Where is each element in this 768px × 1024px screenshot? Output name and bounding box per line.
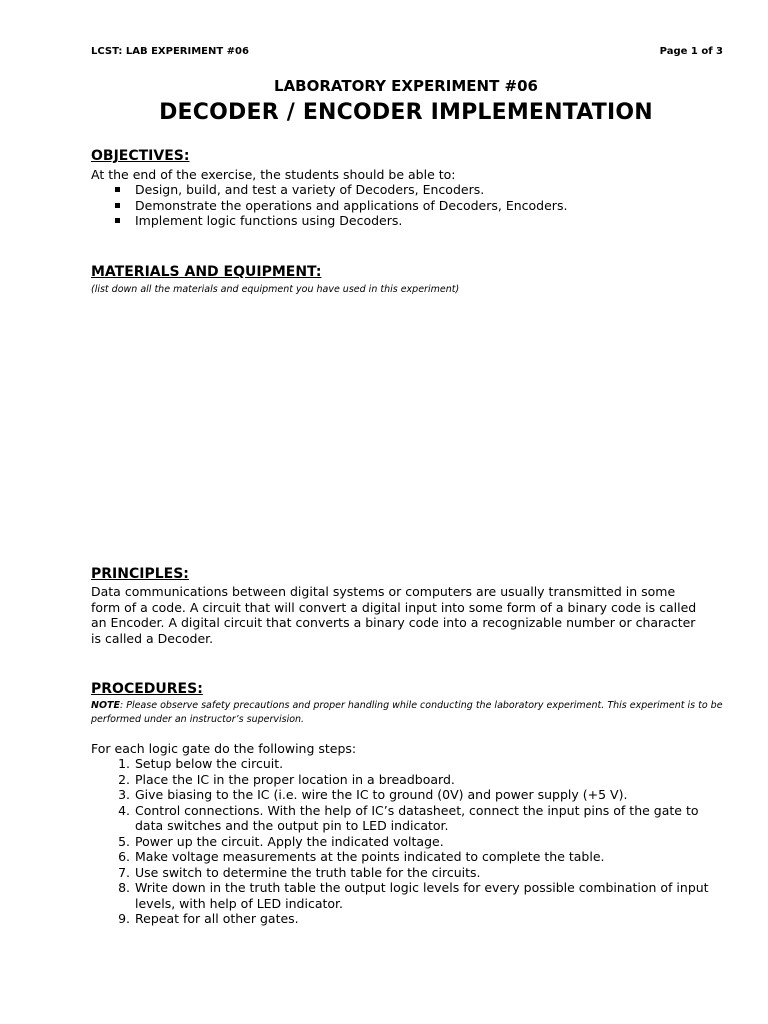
- objective-text: Implement logic functions using Decoders.: [135, 213, 403, 228]
- step-text: Repeat for all other gates.: [135, 911, 299, 926]
- procedures-intro: For each logic gate do the following steps:: [91, 741, 357, 756]
- procedure-step: [110, 756, 730, 772]
- objective-text: Design, build, and test a variety of Decoders, Encoders.: [135, 182, 485, 197]
- step-text: Power up the circuit. Apply the indicated voltage.: [135, 833, 444, 849]
- step-number: 4.: [118, 802, 130, 818]
- header-page-number: Page 1 of 3: [659, 46, 723, 57]
- objective-item: [110, 198, 567, 214]
- document-subtitle: LABORATORY EXPERIMENT #06: [274, 77, 538, 95]
- step-number: 9.: [118, 911, 130, 926]
- step-number: 8.: [118, 880, 130, 895]
- procedure-step: [110, 803, 730, 834]
- procedure-step: [110, 911, 730, 927]
- step-number: 2.: [118, 771, 130, 787]
- bullet-square-icon: [115, 203, 120, 208]
- procedure-step: [110, 787, 730, 803]
- header-lab-title: LCST: LAB EXPERIMENT #06: [91, 46, 249, 57]
- step-number: 6.: [118, 849, 130, 864]
- principles-text: Data communications between digital systems or computers are usually transmitted in some form of a code. A circuit that will convert a digital input into some form of a binary code is called an Encoder. A digital circuit that converts a binary code into a recognizable number or character is called a Decoder.: [91, 584, 697, 646]
- procedure-step: [110, 849, 730, 865]
- step-number: 3.: [118, 787, 130, 802]
- objectives-list: [110, 182, 567, 229]
- procedure-steps: [110, 756, 730, 927]
- objectives-intro: At the end of the exercise, the students should be able to:: [91, 167, 456, 182]
- objective-text: Demonstrate the operations and applications of Decoders, Encoders.: [135, 197, 568, 213]
- note-label: NOTE: [91, 700, 120, 711]
- materials-heading: MATERIALS AND EQUIPMENT:: [91, 264, 322, 280]
- principles-heading: PRINCIPLES:: [91, 566, 189, 582]
- step-number: 1.: [118, 756, 130, 771]
- procedures-heading: PROCEDURES:: [91, 681, 203, 697]
- bullet-square-icon: [115, 218, 120, 223]
- step-text: Write down in the truth table the output logic levels for every possible combination of input levels, with help of LED indicator.: [135, 880, 709, 911]
- step-text: Make voltage measurements at the points indicated to complete the table.: [135, 849, 605, 864]
- procedure-step: [110, 865, 730, 881]
- step-number: 7.: [118, 864, 130, 880]
- step-text: Control connections. With the help of IC’s datasheet, connect the input pins of the gate to data switches and the output pin to LED indicator.: [135, 802, 699, 833]
- procedure-step: [110, 880, 730, 911]
- step-text: Place the IC in the proper location in a breadboard.: [135, 771, 455, 787]
- step-text: Use switch to determine the truth table for the circuits.: [135, 864, 481, 880]
- procedures-note: [91, 699, 727, 726]
- note-text: : Please observe safety precautions and proper handling while conducting the laboratory experiment. This experiment is to be performed under an instructor’s supervision.: [91, 700, 723, 725]
- document-title: DECODER / ENCODER IMPLEMENTATION: [159, 100, 653, 125]
- step-number: 5.: [118, 833, 130, 849]
- step-text: Setup below the circuit.: [135, 756, 284, 771]
- step-text: Give biasing to the IC (i.e. wire the IC to ground (0V) and power supply (+5 V).: [135, 787, 628, 802]
- bullet-square-icon: [115, 187, 120, 192]
- procedure-step: [110, 834, 730, 850]
- objective-item: [110, 213, 567, 229]
- objectives-heading: OBJECTIVES:: [91, 148, 190, 164]
- materials-note: (list down all the materials and equipment you have used in this experiment): [91, 284, 460, 295]
- procedure-step: [110, 772, 730, 788]
- objective-item: [110, 182, 567, 198]
